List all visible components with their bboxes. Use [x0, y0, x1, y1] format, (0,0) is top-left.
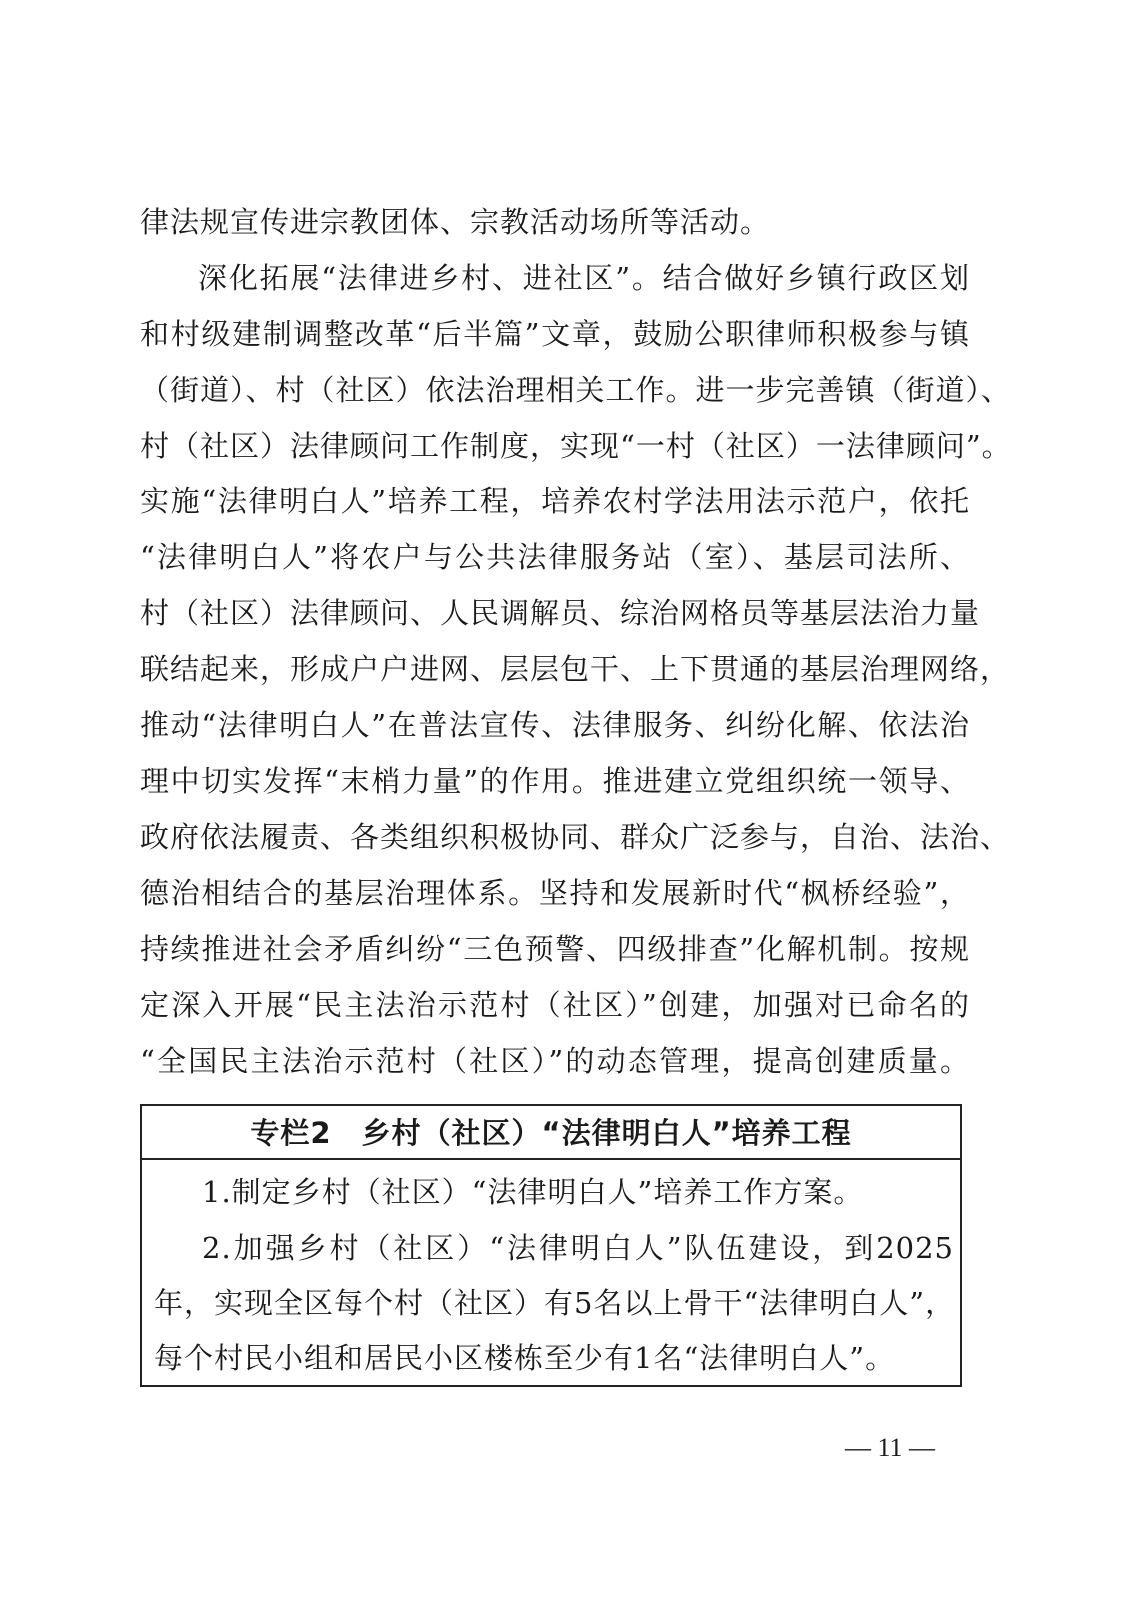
body-line-12: 政府依法履责、各类组织积极协同、群众广泛参与，自治、法治、 [140, 820, 1011, 854]
body-line-14: 持续推进社会矛盾纠纷“三色预警、四级排查”化解机制。按规 [140, 932, 970, 966]
column-box [140, 1104, 962, 1387]
body-line-11: 理中切实发挥“末梢力量”的作用。推进建立党组织统一领导、 [140, 764, 970, 798]
body-line-4: （街道）、村（社区）依法治理相关工作。进一步完善镇（街道）、 [140, 373, 1012, 407]
body-line-6: 实施“法律明白人”培养工程，培养农村学法用法示范户，依托 [140, 484, 970, 518]
page-number: — 11 — [844, 1433, 936, 1462]
column-box-title: 专栏2 乡村（社区）“法律明白人”培养工程 [250, 1116, 852, 1150]
body-line-8: 村（社区）法律顾问、人民调解员、综治网格员等基层法治力量 [140, 596, 981, 630]
body-line-15: 定深入开展“民主法治示范村（社区）”创建，加强对已命名的 [140, 988, 970, 1022]
body-line-13: 德治相结合的基层治理体系。坚持和发展新时代“枫桥经验”， [140, 876, 970, 910]
body-line-10: 推动“法律明白人”在普法宣传、法律服务、纠纷化解、依法治 [140, 708, 970, 742]
body-line-1: 律法规宣传进宗教团体、宗教活动场所等活动。 [140, 205, 771, 239]
body-line-3: 和村级建制调整改革“后半篇”文章，鼓励公职律师积极参与镇 [140, 317, 970, 351]
column-box-line-1: 1.制定乡村（社区）“法律明白人”培养工作方案。 [202, 1175, 864, 1209]
body-line-2: 深化拓展“法律进乡村、进社区”。结合做好乡镇行政区划 [198, 261, 970, 295]
body-line-5: 村（社区）法律顾问工作制度，实现“一村（社区）一法律顾问”。 [140, 429, 1012, 463]
body-line-7: “法律明白人”将农户与公共法律服务站（室）、基层司法所、 [140, 540, 970, 574]
column-box-line-4: 每个村民小组和居民小区楼栋至少有1名“法律明白人”。 [154, 1341, 896, 1375]
body-line-9: 联结起来，形成户户进网、层层包干、上下贯通的基层治理网络， [140, 652, 1011, 686]
column-box-line-3: 年，实现全区每个村（社区）有5名以上骨干“法律明白人”， [154, 1286, 956, 1320]
column-box-line-2: 2.加强乡村（社区）“法律明白人”队伍建设，到2025 [202, 1231, 954, 1265]
body-line-16: “全国民主法治示范村（社区）”的动态管理，提高创建质量。 [140, 1044, 970, 1078]
column-box-header [142, 1106, 960, 1160]
